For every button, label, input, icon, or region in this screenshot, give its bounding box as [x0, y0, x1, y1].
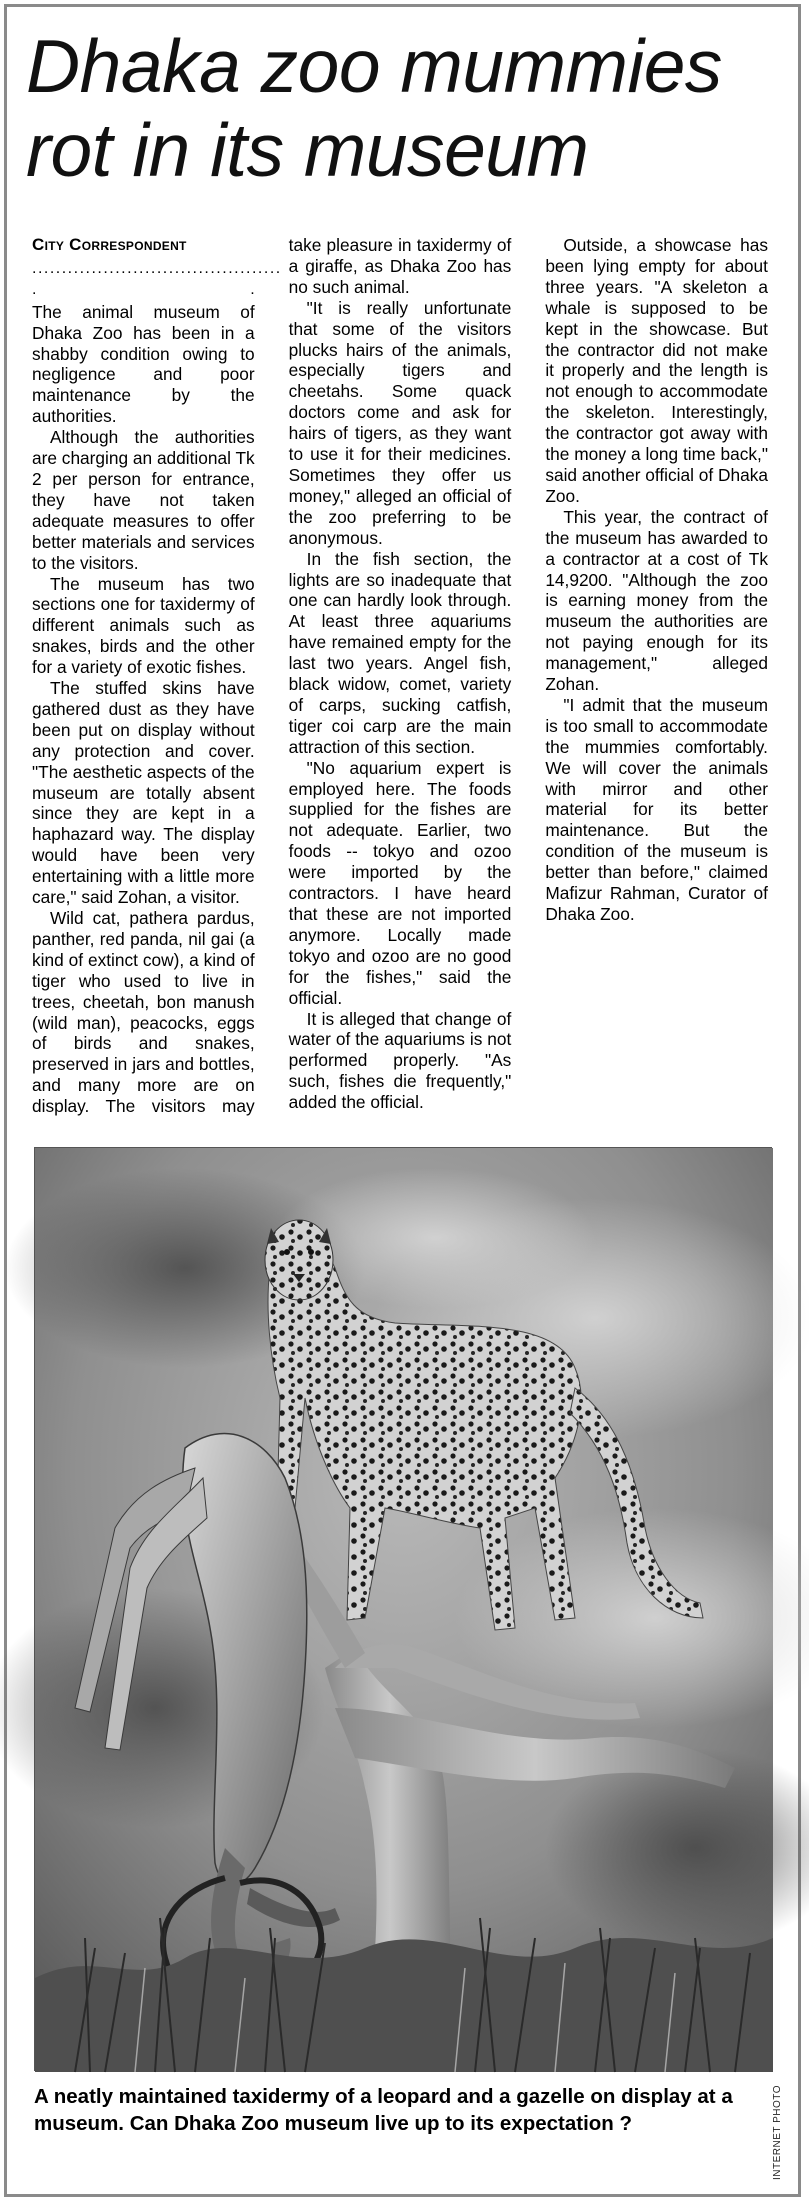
byline-rule-end-right: .: [250, 280, 255, 298]
article-photo: [34, 1147, 772, 2071]
leopard-gazelle-photo: [35, 1148, 773, 2072]
byline-rule: ..........................................: [32, 259, 282, 277]
paragraph: "No aquarium expert is employed here. The foods supplied for the fishes are not adequate. Earlier, two foods -- tokyo and ozoo were imported by the contractors. I have heard that these are not imported anymore. Locally made tokyo and ozoo are no good for the fishes," said the official.: [288, 757, 512, 1008]
photo-caption: A neatly maintained taxidermy of a leopard and a gazelle on display at a museum. Can Dhaka Zoo museum live up to its expectation ?: [34, 2085, 733, 2135]
byline-rule-end-left: .: [32, 280, 37, 298]
byline-rule-end: [32, 280, 255, 301]
paragraph: "I admit that the museum is too small to accommodate the mummies comfortably. We will cover the animals with mirror and other material for its better maintenance. But the condition of the museum is better than before," claimed Mafizur Rahman, Curator of Dhaka Zoo.: [545, 694, 768, 924]
byline: City Correspondent: [32, 235, 187, 254]
photo-credit: INTERNET PHOTO: [772, 2085, 783, 2180]
paragraph: It is alleged that change of water of the aquariums is not performed properly. "As such, fishes die frequently," added the official.: [288, 1008, 512, 1113]
paragraph: Wild cat, pathera pardus, panther, red panda, nil gai (a kind of extinct cow), a kind of tiger who used to live in trees, cheetah, bon manush (wild man), peacocks, eggs of birds and snakes, preserved in jars and bottles, and many more are on display. The visitors may take pleasure in taxidermy of a giraffe, as Dhaka Zoo has no such animal.: [32, 235, 512, 1117]
paragraph: "It is really unfortunate that some of the visitors plucks hairs of the animals, especially tigers and cheetahs. Some quack doctors come and ask for hairs of tigers, as they want to use it for their medicines. Sometimes they offer us money," alleged an official of the zoo preferring to be anonymous.: [288, 297, 512, 548]
paragraph: The animal museum of Dhaka Zoo has been in a shabby condition owing to negligence and poor maintenance by the authorities.: [32, 301, 255, 427]
paragraph: In the fish section, the lights are so inadequate that one can hardly look through. At least three aquariums have remained empty for the last two years. Angel fish, black widow, comet, variety of carps, sucking catfish, tiger coi carp are the main attraction of this section.: [288, 548, 512, 757]
headline: [26, 24, 796, 192]
headline-line-1: Dhaka zoo mummies: [26, 24, 722, 108]
paragraph: This year, the contract of the museum has awarded to a contractor at a cost of Tk 14,9200. "Although the zoo is earning money from the museum the authorities are not paying enough for its management," alleged Zohan.: [545, 506, 768, 695]
paragraph: Although the authorities are charging an additional Tk 2 per person for entrance, they have not taken adequate measures to offer better materials and services to the visitors.: [32, 427, 255, 573]
article-body: [32, 235, 768, 1130]
paragraph: Outside, a showcase has been lying empty for about three years. "A skeleton a whale is supposed to be kept in the showcase. But the contractor did not make it properly and the length is not enough to accommodate the skeleton. Interestingly, the contractor got away with the money a long time back," said another official of Dhaka Zoo.: [545, 235, 768, 506]
paragraph: The stuffed skins have gathered dust as they have been put on display without any protection and cover. "The aesthetic aspects of the museum are totally absent since they are kept in a haphazard way. The display would have been very entertaining with a little more care," said Zohan, a visitor.: [32, 678, 255, 908]
paragraph: The museum has two sections one for taxidermy of different animals such as snakes, birds and the other for a variety of exotic fishes.: [32, 573, 255, 678]
headline-line-2: rot in its museum: [26, 108, 589, 192]
